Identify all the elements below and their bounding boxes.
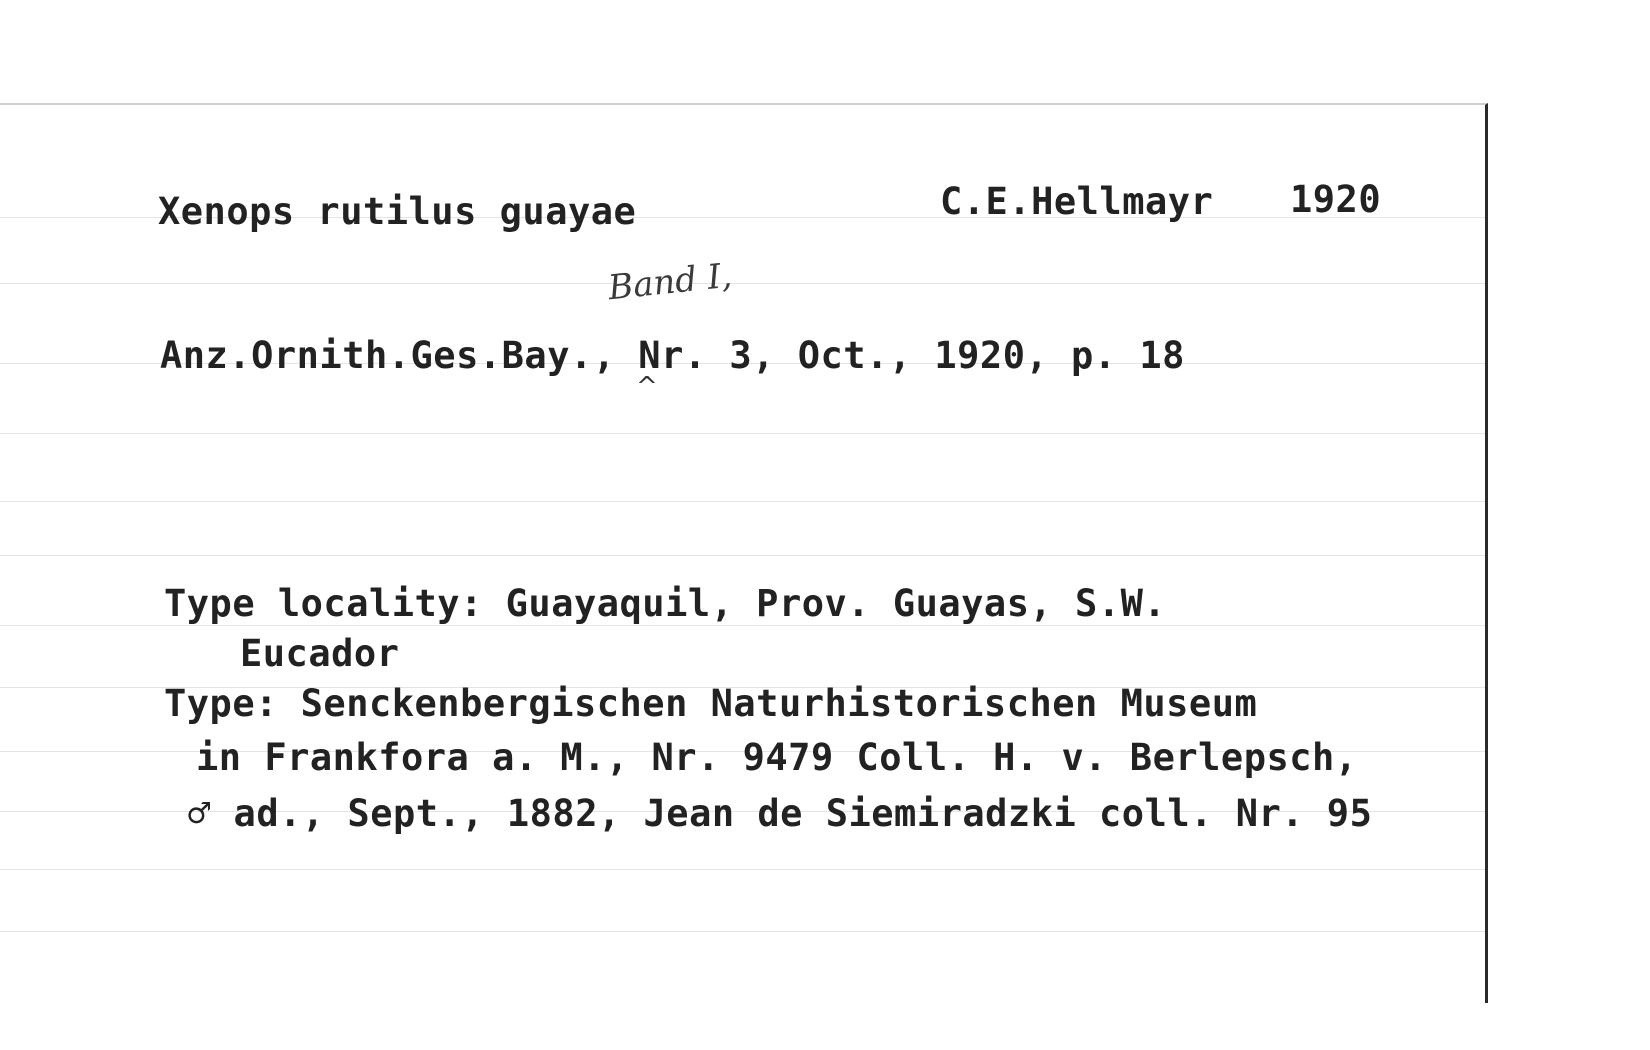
author-name: C.E.Hellmayr: [940, 180, 1214, 223]
type-line1: Type: Senckenbergischen Naturhistorischen Museum: [164, 682, 1258, 725]
ruled-line: [0, 433, 1485, 434]
ruled-line: [0, 869, 1485, 870]
type-locality-line1: Type locality: Guayaquil, Prov. Guayas, S.W.: [164, 582, 1167, 625]
ruled-line: [0, 931, 1485, 932]
ruled-line: [0, 625, 1485, 626]
author-year: 1920: [1290, 178, 1382, 221]
insert-caret: ^: [636, 372, 658, 402]
index-card: [0, 103, 1488, 1003]
type-locality-line2: Eucador: [240, 632, 400, 675]
ruled-line: [0, 283, 1485, 284]
species-name: Xenops rutilus guayae: [158, 190, 637, 233]
ruled-line: [0, 501, 1485, 502]
ruled-lines: [0, 105, 1485, 1003]
type-line2: in Frankfora a. M., Nr. 9479 Coll. H. v. Berlepsch,: [196, 736, 1358, 779]
handwritten-insert: Band I,: [606, 255, 734, 309]
ruled-line: [0, 555, 1485, 556]
type-line3: ♂ ad., Sept., 1882, Jean de Siemiradzki coll. Nr. 95: [188, 792, 1373, 835]
citation: Anz.Ornith.Ges.Bay., Nr. 3, Oct., 1920, p. 18: [160, 334, 1185, 377]
